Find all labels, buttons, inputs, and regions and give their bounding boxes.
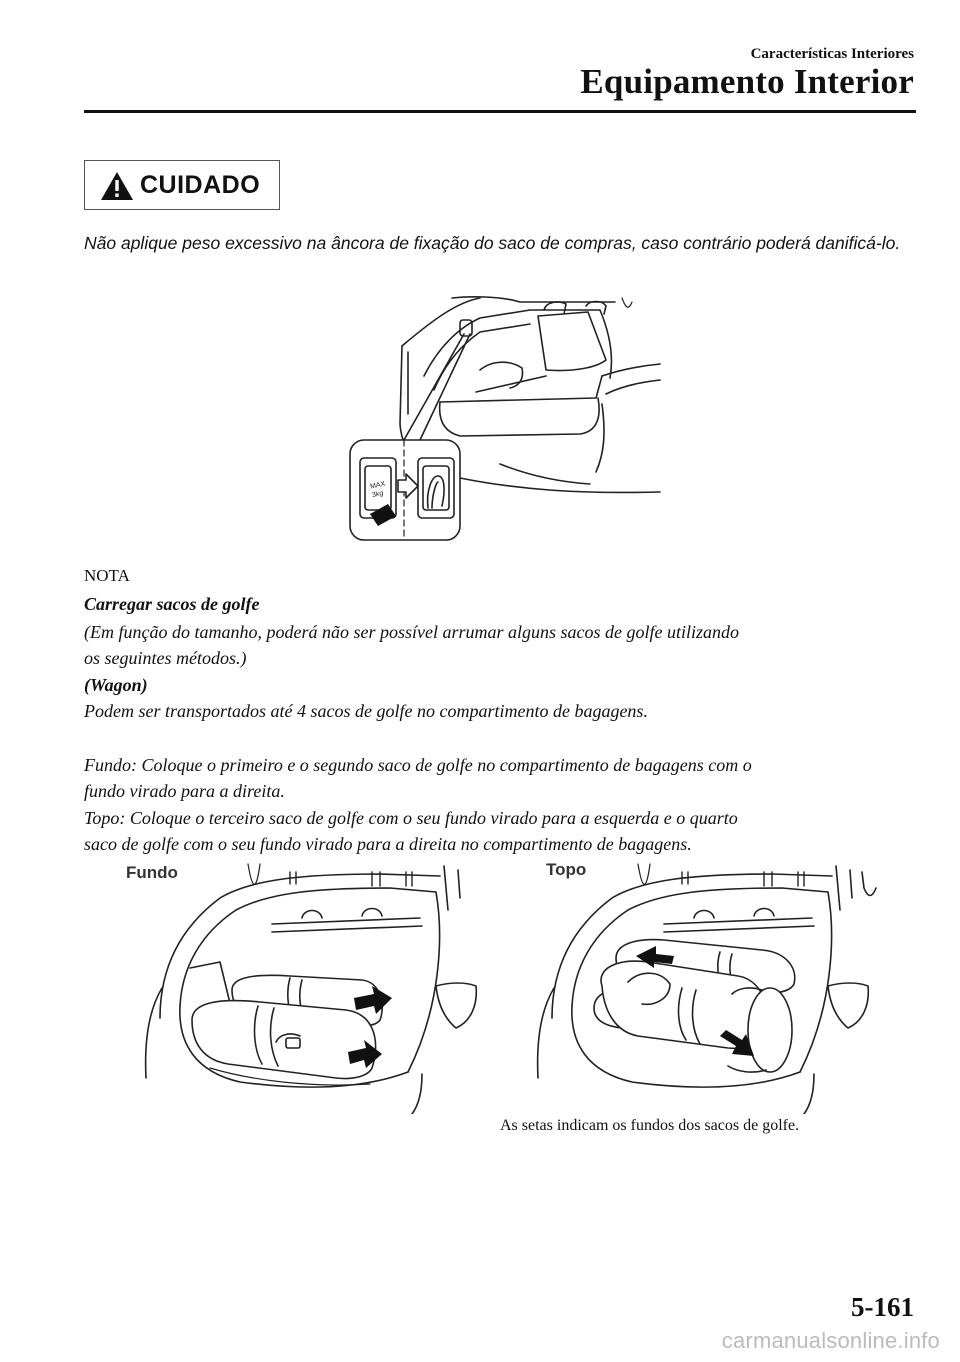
bottom-text-line-2: fundo virado para a direita. xyxy=(84,781,285,801)
top-text-line-2: saco de golfe com o seu fundo virado para a direita no compartimento de bagagens. xyxy=(84,834,692,854)
note-heading: NOTA xyxy=(84,566,130,585)
page-number: 5-161 xyxy=(851,1292,914,1322)
note-subheading: Carregar sacos de golfe xyxy=(84,594,260,614)
section-title: Características Interiores xyxy=(750,46,914,62)
bottom-figure-label: Fundo xyxy=(126,863,178,882)
golf-bags-top-layer-illustration xyxy=(532,858,892,1114)
tag-weight-label: 3kg xyxy=(371,489,384,500)
watermark: carmanualsonline.info xyxy=(721,1328,940,1353)
header-rule xyxy=(84,110,916,113)
top-text-line-1: Topo: Coloque o terceiro saco de golfe com o seu fundo virado para a esquerda e o quarto xyxy=(84,808,738,828)
caution-box xyxy=(84,160,280,210)
note-intro-line-2: os seguintes métodos.) xyxy=(84,648,247,668)
top-figure-label: Topo xyxy=(546,860,587,879)
golf-bags-bottom-layer-illustration xyxy=(140,858,480,1114)
note-intro-line-1: (Em função do tamanho, poderá não ser possível arrumar alguns sacos de golfe utilizando xyxy=(84,622,739,642)
wagon-label: (Wagon) xyxy=(84,675,148,695)
page-title: Equipamento Interior xyxy=(580,62,914,101)
figure-caption: As setas indicam os fundos dos sacos de golfe. xyxy=(500,1117,800,1134)
shopping-bag-anchor-illustration xyxy=(340,294,670,546)
warning-icon xyxy=(99,170,135,202)
tag-max-label: MAX xyxy=(369,480,386,491)
wagon-text: Podem ser transportados até 4 sacos de golfe no compartimento de bagagens. xyxy=(84,701,648,721)
caution-label: CUIDADO xyxy=(140,171,261,199)
bottom-text-line-1: Fundo: Coloque o primeiro e o segundo saco de golfe no compartimento de bagagens com o xyxy=(84,755,752,775)
caution-text: Não aplique peso excessivo na âncora de fixação do saco de compras, caso contrário poderá danificá-lo. xyxy=(84,233,901,253)
